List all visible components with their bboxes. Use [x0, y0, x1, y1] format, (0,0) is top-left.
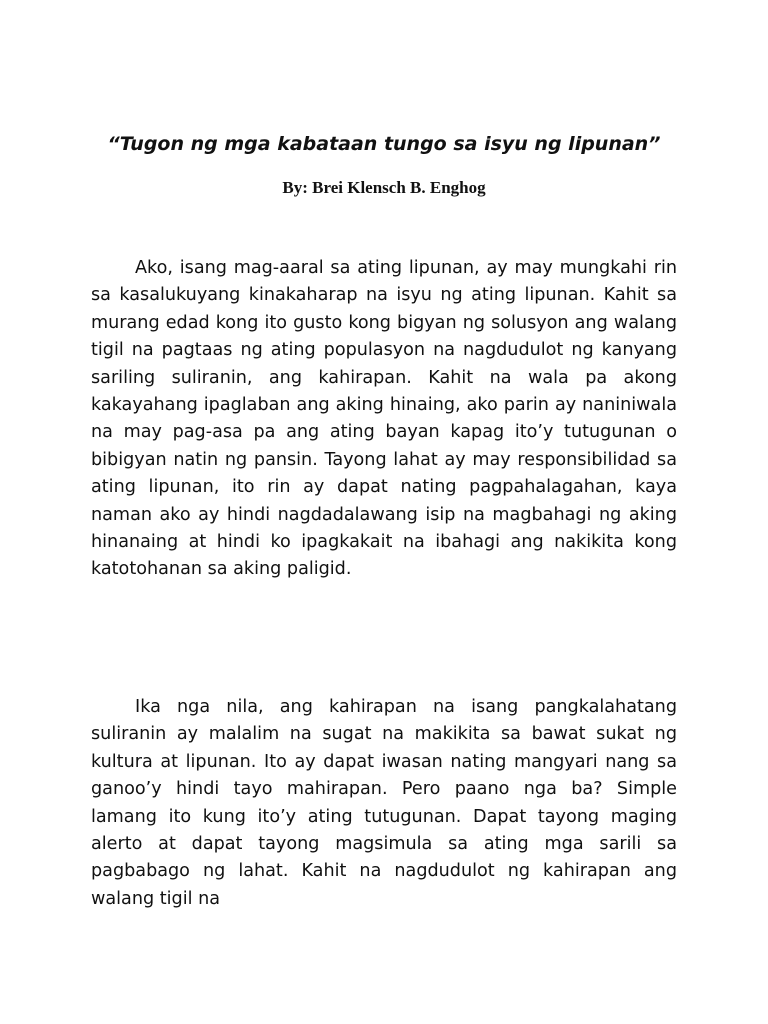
- document-title: “Tugon ng mga kabataan tungo sa isyu ng lipunan”: [107, 133, 661, 155]
- author-byline: By: Brei Klensch B. Enghog: [282, 178, 486, 197]
- paragraph-1: Ako, isang mag-aaral sa ating lipunan, ay may mungkahi rin sa kasalukuyang kinakaharap na isyu ng ating lipunan. Kahit sa murang edad kong ito gusto kong bigyan ng solusyon ang walang tigil na pagtaas ng ating populasyon na nagdudulot ng kanyang sariling suliranin, ang kahirapan. Kahit na wala pa akong kakayahang ipaglaban ang aking hinaing, ako parin ay naniniwala na may pag-asa pa ang ating bayan kapag ito’y tutugunan o bibigyan natin ng pansin. Tayong lahat ay may responsibilidad sa ating lipunan, ito rin ay dapat nating pagpahalagahan, kaya naman ako ay hindi nagdadalawang isip na magbahagi ng aking hinanaing at hindi ko ipagkakait na ibahagi ang nakikita kong katotohanan sa aking paligid.: [91, 258, 677, 580]
- paragraph-2: Ika nga nila, ang kahirapan na isang pangkalahatang suliranin ay malalim na sugat na makikita sa bawat sukat ng kultura at lipunan. Ito ay dapat iwasan nating mangyari nang sa ganoo’y hindi tayo mahirapan. Pero paano nga ba? Simple lamang ito kung ito’y ating tutugunan. Dapat tayong maging alerto at dapat tayong magsimula sa ating mga sarili sa pagbabago ng lahat. Kahit na nagdudulot ng kahirapan ang walang tigil na: [91, 697, 677, 909]
